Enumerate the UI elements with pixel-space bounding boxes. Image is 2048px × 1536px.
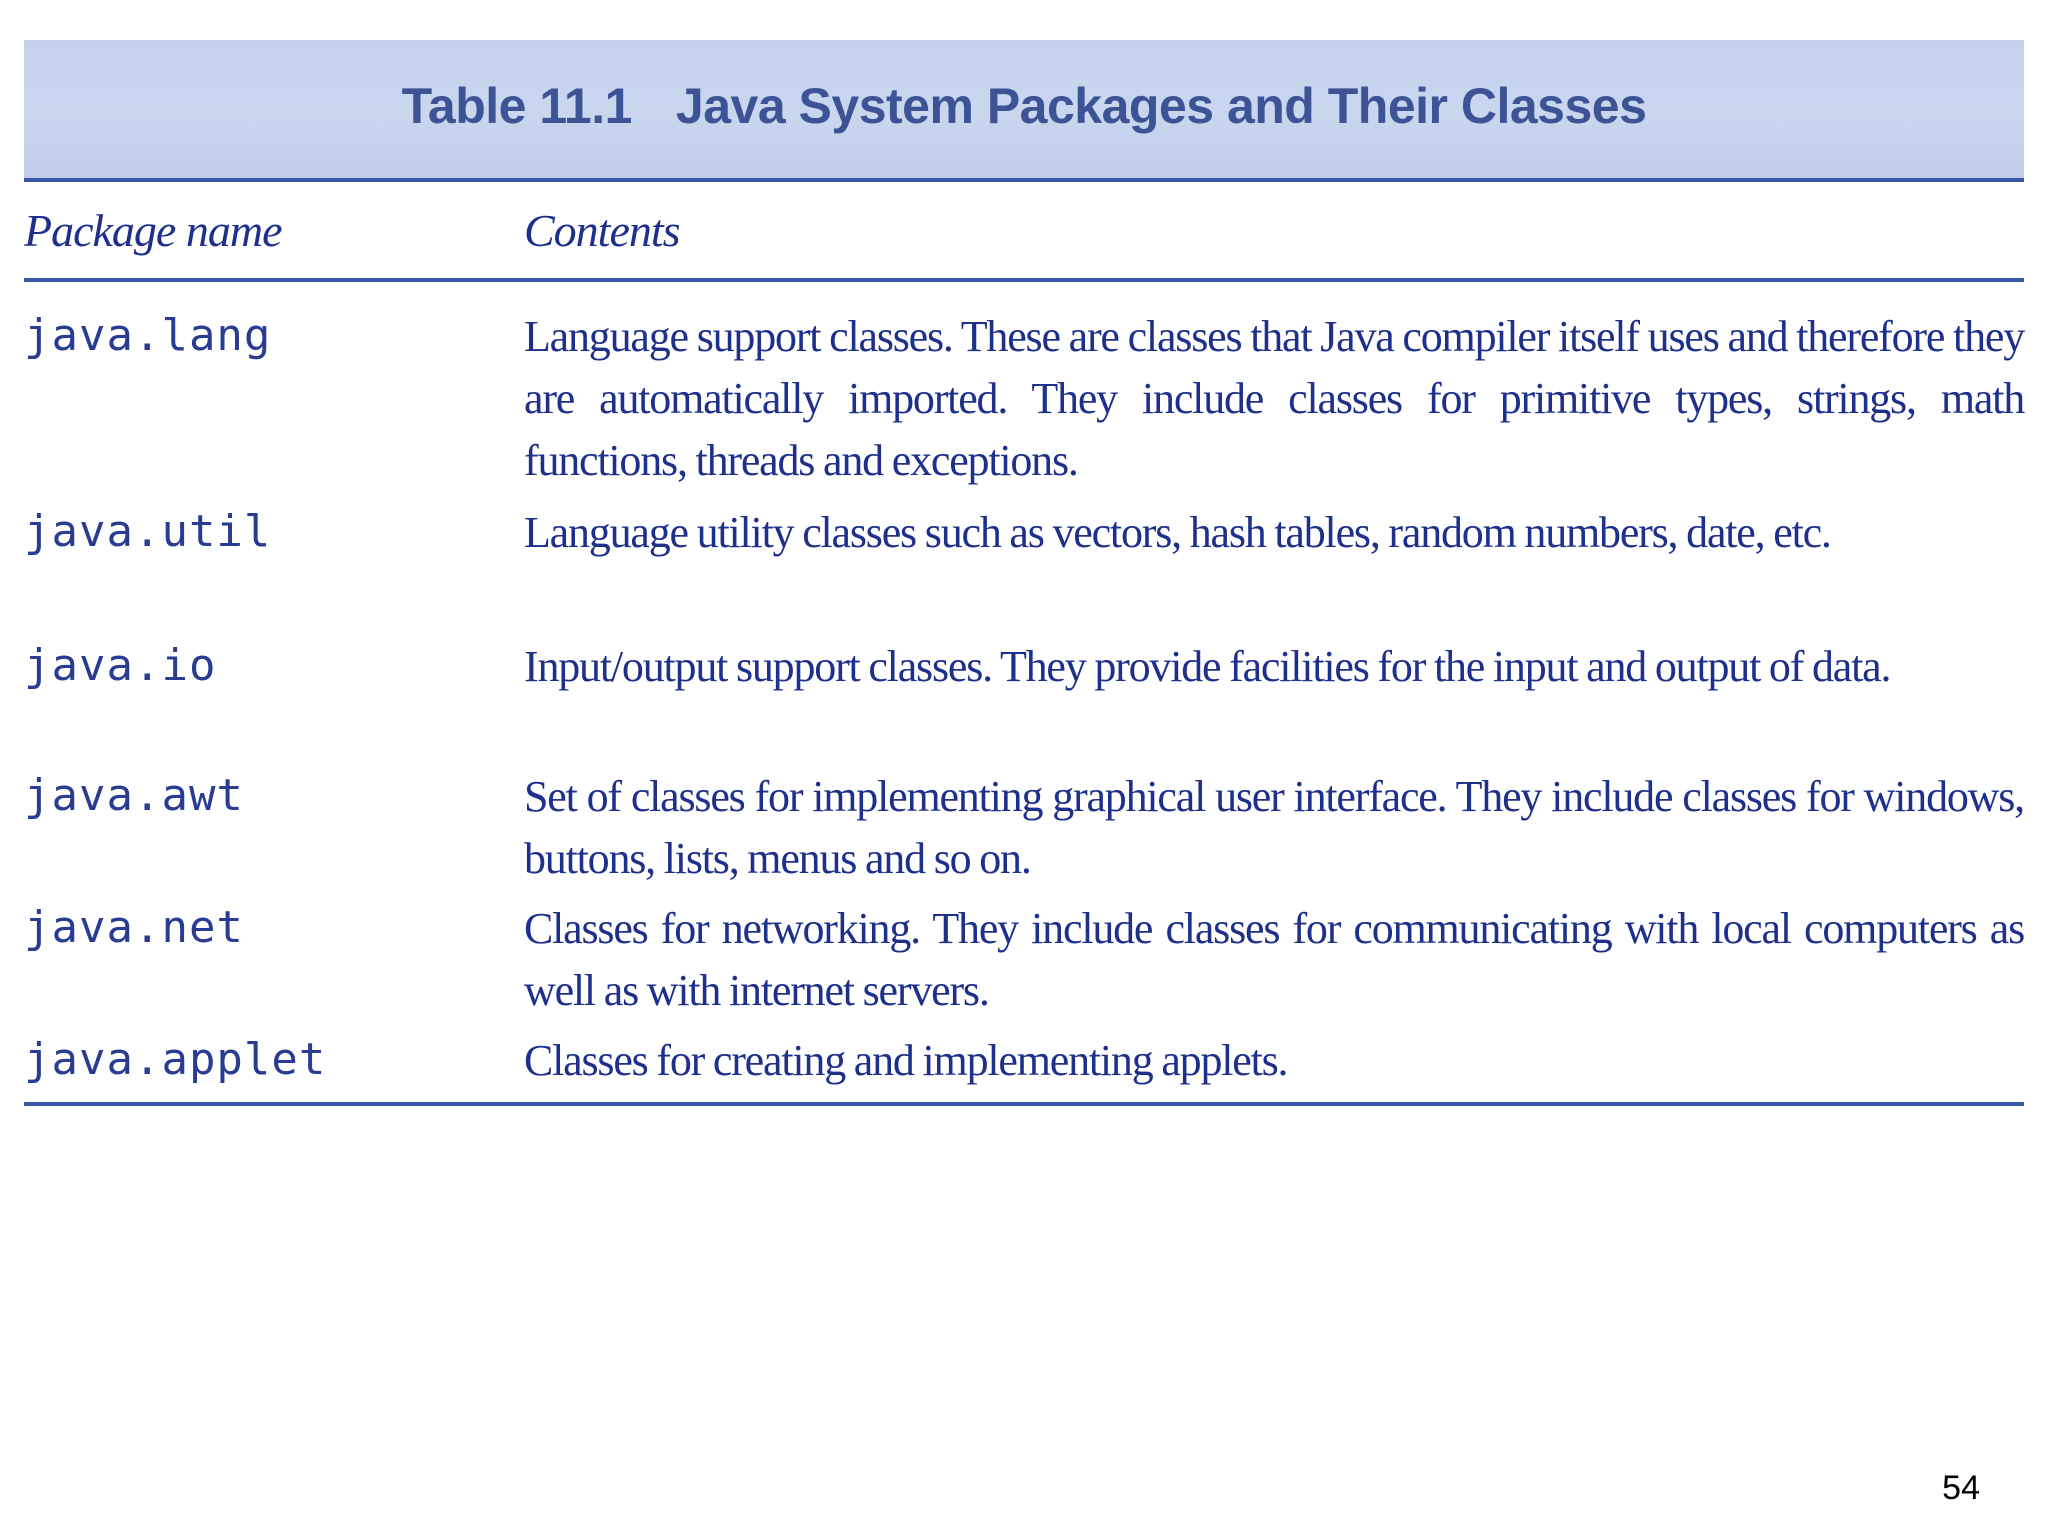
package-name-cell: java.lang xyxy=(24,310,272,361)
table-row xyxy=(24,766,2024,890)
contents-cell: Language support classes. These are classes that Java compiler itself uses and therefore they are automatically imported. They include classes for primitive types, strings, math functions, threads and exceptions. xyxy=(524,312,2024,485)
table-title-number: Table 11.1 xyxy=(401,78,632,134)
package-name-cell: java.net xyxy=(24,902,244,953)
contents-cell: Classes for networking. They include classes for communicating with local computers as well as with internet servers. xyxy=(524,904,2024,1015)
table-row xyxy=(24,636,2024,760)
contents-cell: Classes for creating and implementing applets. xyxy=(524,1036,1288,1085)
table-row xyxy=(24,1030,2024,1092)
contents-cell: Set of classes for implementing graphical user interface. They include classes for windows, buttons, lists, menus and so on. xyxy=(524,772,2024,883)
package-name-cell: java.util xyxy=(24,506,272,557)
page-number: 54 xyxy=(1942,1469,1980,1507)
package-name-cell: java.applet xyxy=(24,1034,327,1085)
table-row xyxy=(24,502,2024,626)
package-name-cell: java.io xyxy=(24,640,217,691)
contents-cell: Language utility classes such as vectors, hash tables, random numbers, date, etc. xyxy=(524,508,1831,557)
header-package-name: Package name xyxy=(24,204,282,256)
table-title-band xyxy=(24,40,2024,182)
table-title-text: Java System Packages and Their Classes xyxy=(675,78,1647,134)
package-table xyxy=(24,40,2024,1106)
package-name-cell: java.awt xyxy=(24,770,244,821)
table-title xyxy=(402,77,1647,135)
table-header-row xyxy=(24,182,2024,282)
header-contents: Contents xyxy=(524,204,680,256)
table-body xyxy=(24,306,2024,1106)
table-row xyxy=(24,898,2024,1022)
table-row xyxy=(24,306,2024,492)
contents-cell: Input/output support classes. They provide facilities for the input and output of data. xyxy=(524,642,1891,691)
